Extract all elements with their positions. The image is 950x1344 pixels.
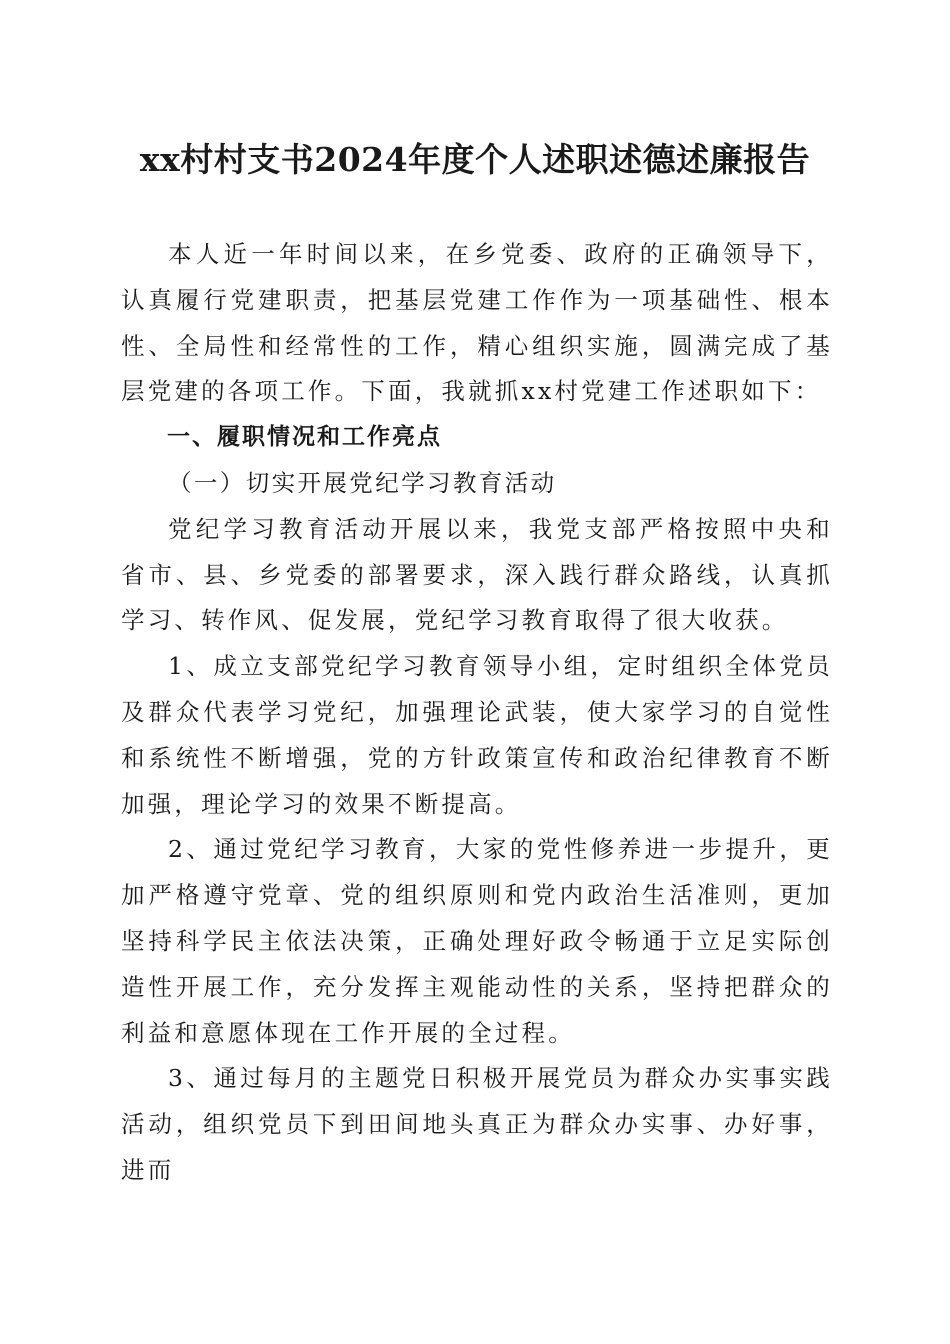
section-heading-1: 一、履职情况和工作亮点 bbox=[167, 424, 442, 451]
body-paragraph-item-2: 2、通过党纪学习教育，大家的党性修养进一步提升，更加严格遵守党章、党的组织原则和党内政治生活准则，更加坚持科学民主依法决策，正确处理好政令畅通于立足实际创造性开展工作，充分发挥主观能动性的关系，坚持把群众的利益和意愿体现在工作开展的全过程。 bbox=[121, 835, 833, 1047]
body-paragraph: 党纪学习教育活动开展以来，我党支部严格按照中央和省市、县、乡党委的部署要求，深入践行群众路线，认真抓学习、转作风、促发展，党纪学习教育取得了很大收获。 bbox=[121, 514, 833, 635]
subsection-heading-1: （一）切实开展党纪学习教育活动 bbox=[168, 468, 557, 497]
document-body bbox=[121, 232, 833, 1194]
intro-paragraph: 本人近一年时间以来，在乡党委、政府的正确领导下，认真履行党建职责，把基层党建工作作为一项基础性、根本性、全局性和经常性的工作，精心组织实施，圆满完成了基层党建的各项工作。下面，我就抓xx村党建工作述职如下： bbox=[121, 240, 833, 406]
body-paragraph-item-1: 1、成立支部党纪学习教育领导小组，定时组织全体党员及群众代表学习党纪，加强理论武装，使大家学习的自觉性和系统性不断增强，党的方针政策宣传和政治纪律教育不断加强，理论学习的效果不断提高。 bbox=[121, 652, 833, 818]
document-title: xx村村支书2024年度个人述职述德述廉报告 bbox=[139, 140, 811, 179]
body-paragraph-item-3: 3、通过每月的主题党日积极开展党员为群众办实事实践活动，组织党员下到田间地头真正为群众办实事、办好事，进而 bbox=[121, 1064, 833, 1184]
